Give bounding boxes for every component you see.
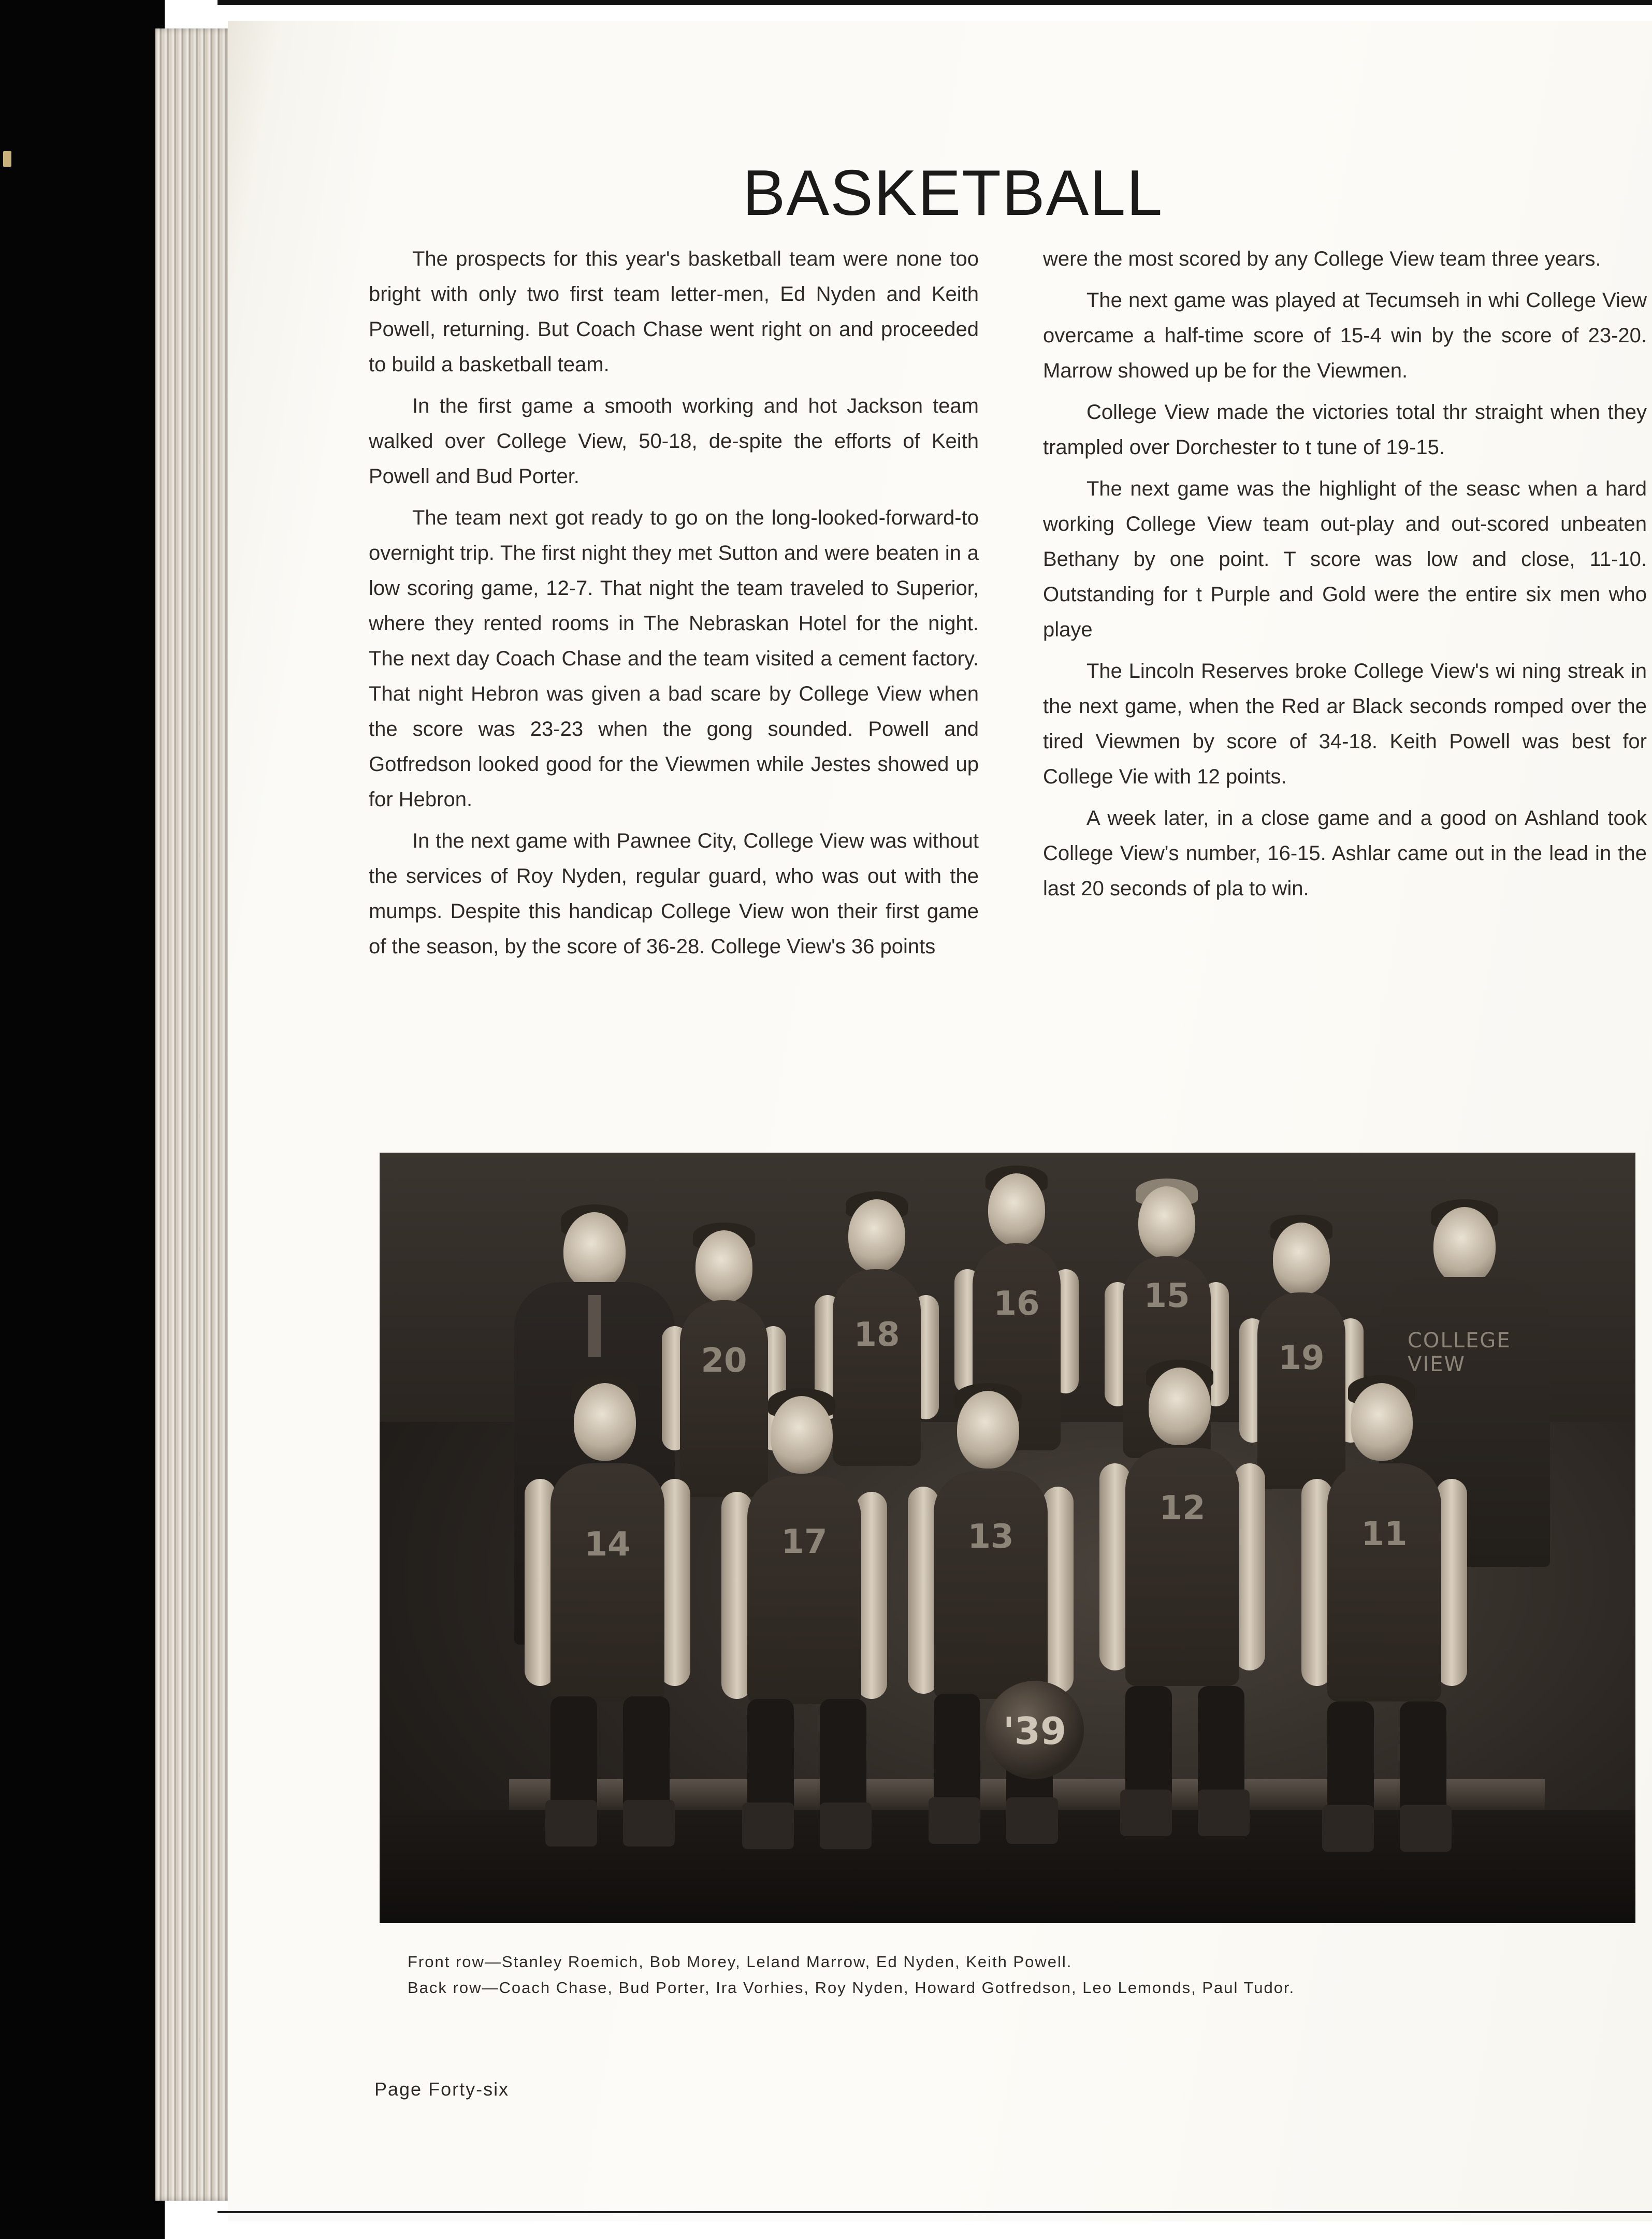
- leg: [1327, 1702, 1374, 1821]
- leg: [1125, 1686, 1172, 1805]
- jersey: [747, 1476, 861, 1704]
- paragraph: The team next got ready to go on the long-looked-forward-to overnight trip. The first night they met Sutton and were beaten in a low scoring game, 12-7. That night the team traveled to Superior, where they rented rooms in The Nebraskan Hotel for the night. The next day Coach Chase and the team visited a cement factory. That night Hebron was given a bad scare by College View when the score was 23-23 when the gong sounded. Powell and Gotfredson looked good for the Viewmen while Jestes showed up for Hebron.: [369, 506, 979, 811]
- shoe: [1006, 1797, 1058, 1844]
- article-left-column: [369, 241, 979, 1080]
- paragraph: In the first game a smooth working and hot Jackson team walked over College View, 50-18, de-spite the efforts of Keith Powell and Bud Porter.: [369, 395, 979, 488]
- paragraph: College View made the victories total thr straight when they trampled over Dorchester to t tune of 19-15.: [1043, 401, 1647, 459]
- scan-background: [0, 0, 165, 2239]
- top-border: [218, 0, 1652, 5]
- jersey: [934, 1471, 1048, 1699]
- leg: [1400, 1702, 1446, 1821]
- caption-back-row: Back row—Coach Chase, Bud Porter, Ira Vorhies, Roy Nyden, Howard Gotfredson, Leo Lemonds, Paul Tudor.: [408, 1979, 1295, 1997]
- jersey: [1257, 1292, 1345, 1489]
- paragraph: A week later, in a close game and a good on Ashland took College View's number, 16-15. Ashlar came out in the lead in the last 20 seconds of pla to win.: [1043, 807, 1647, 900]
- face: [957, 1391, 1019, 1469]
- shoe: [623, 1800, 675, 1847]
- shoe: [1322, 1805, 1374, 1852]
- paragraph: The next game was played at Tecumseh in whi College View overcame a half-time score of 15-4 win by the score of 23-20. Marrow showed up be for the Viewmen.: [1043, 289, 1647, 382]
- face: [1273, 1223, 1330, 1295]
- shoe: [1400, 1805, 1452, 1852]
- face: [1433, 1207, 1496, 1285]
- jersey-number: 14: [584, 1525, 631, 1564]
- jersey-number: 16: [993, 1285, 1040, 1323]
- leg: [623, 1696, 670, 1815]
- face: [1138, 1186, 1195, 1259]
- shoe: [1198, 1790, 1250, 1836]
- jersey-number: 19: [1278, 1339, 1325, 1377]
- jersey: [833, 1269, 921, 1466]
- leg: [934, 1694, 980, 1813]
- page-number: Page Forty-six: [374, 2078, 510, 2100]
- face: [574, 1383, 636, 1461]
- jersey-number: 18: [853, 1316, 900, 1354]
- jersey-number: 20: [701, 1342, 747, 1380]
- shoe: [820, 1802, 872, 1849]
- jersey-number: 13: [967, 1518, 1014, 1556]
- jersey: [680, 1300, 768, 1497]
- bottom-border: [218, 2211, 1652, 2213]
- leg: [820, 1699, 866, 1818]
- page-tab-mark: [3, 151, 11, 167]
- paragraph: In the next game with Pawnee City, College View was without the services of Roy Nyden, regular guard, who was out with the mumps. Despite this handicap College View won their first game of the season, by the score of 36-28. College View's 36 points: [369, 830, 979, 958]
- leg: [1198, 1686, 1244, 1805]
- jersey: [550, 1463, 664, 1702]
- paragraph: The prospects for this year's basketball team were none too bright with only two first team letter-men, Ed Nyden and Keith Powell, returning. But Coach Chase went right on and proceeded to build a basketball team.: [369, 248, 979, 376]
- face: [771, 1396, 833, 1474]
- shoe: [929, 1797, 980, 1844]
- face: [563, 1212, 626, 1290]
- book-binding-edge: [155, 28, 233, 2201]
- face: [1351, 1383, 1413, 1461]
- leg: [550, 1696, 597, 1815]
- face: [848, 1199, 905, 1272]
- face: [988, 1173, 1045, 1246]
- jersey-number: 17: [781, 1523, 828, 1561]
- paragraph: The next game was the highlight of the seasc when a hard working College View team out-play and out-scored unbeaten Bethany by one point. T score was low and close, 11-10. Outstanding for t Purple and Gold were the entire six men who playe: [1043, 477, 1647, 641]
- page-title: BASKETBALL: [742, 157, 1164, 229]
- article-right-column: [1043, 241, 1647, 1080]
- team-photo: [380, 1153, 1635, 1923]
- shoe: [1120, 1790, 1172, 1836]
- face: [695, 1230, 752, 1303]
- face: [1149, 1368, 1211, 1445]
- paragraph: were the most scored by any College View team three years.: [1043, 248, 1601, 270]
- sweater-lettering: COLLEGE VIEW: [1408, 1329, 1511, 1376]
- basketball-label: '39: [1003, 1709, 1067, 1753]
- leg: [747, 1699, 794, 1818]
- jersey-number: 15: [1143, 1277, 1190, 1315]
- jersey: [1125, 1448, 1239, 1686]
- paragraph: The Lincoln Reserves broke College View's wi ning streak in the next game, when the Red ar Black seconds romped over the tired Viewmen by score of 34-18. Keith Powell was best for College Vie with 12 points.: [1043, 660, 1647, 788]
- caption-front-row: Front row—Stanley Roemich, Bob Morey, Leland Marrow, Ed Nyden, Keith Powell.: [408, 1953, 1073, 1971]
- jersey-number: 11: [1361, 1515, 1408, 1553]
- jersey-number: 12: [1159, 1489, 1206, 1528]
- shoe: [545, 1800, 597, 1847]
- necktie: [588, 1295, 601, 1357]
- jersey: [1327, 1463, 1441, 1702]
- shoe: [742, 1802, 794, 1849]
